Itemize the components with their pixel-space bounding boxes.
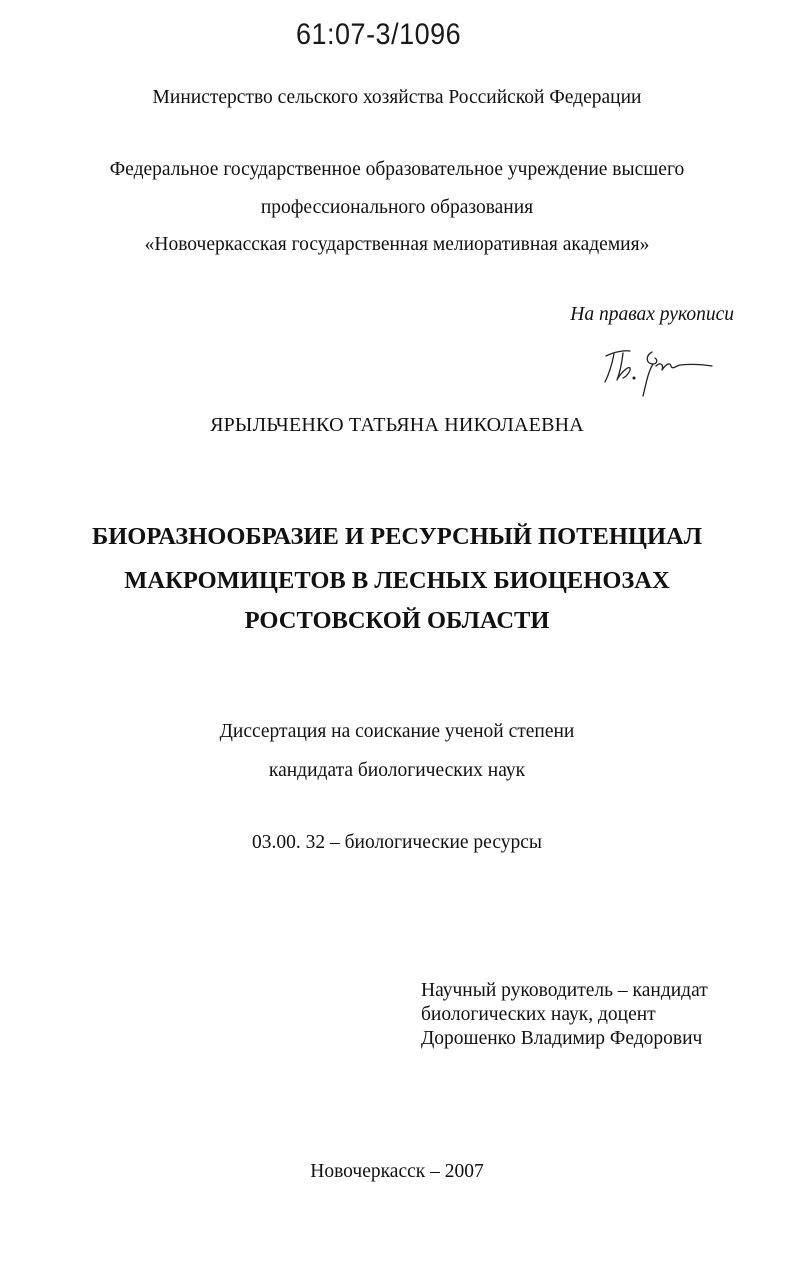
specialty-code: 03.00. 32 – биологические ресурсы: [252, 832, 542, 853]
handwritten-signature: [600, 342, 715, 400]
institution-line-1: Федеральное государственное образовательное учреждение высшего: [109, 159, 685, 180]
supervisor-line-2: биологических наук, доцент: [421, 1004, 656, 1025]
author-name: ЯРЫЛЬЧЕНКО ТАТЬЯНА НИКОЛАЕВНА: [210, 414, 584, 436]
city-year: Новочеркасск – 2007: [310, 1161, 484, 1182]
degree-line-1: Диссертация на соискание ученой степени: [219, 721, 575, 742]
institution-line-2: профессионального образования: [260, 197, 534, 218]
archive-stamp: 61:07-3/1096: [296, 18, 462, 51]
degree-line-2: кандидата биологических наук: [268, 760, 526, 781]
institution-line-3: «Новочеркасская государственная мелиоративная академия»: [144, 234, 650, 255]
ministry-name: Министерство сельского хозяйства Российской Федерации: [152, 87, 642, 108]
dissertation-title-line-3: РОСТОВСКОЙ ОБЛАСТИ: [244, 607, 550, 634]
dissertation-title-line-2: МАКРОМИЦЕТОВ В ЛЕСНЫХ БИОЦЕНОЗАХ: [124, 567, 670, 594]
supervisor-line-3: Дорошенко Владимир Федорович: [421, 1028, 703, 1049]
dissertation-title-line-1: БИОРАЗНООБРАЗИЕ И РЕСУРСНЫЙ ПОТЕНЦИАЛ: [92, 523, 702, 550]
manuscript-note: На правах рукописи: [570, 304, 734, 325]
supervisor-line-1: Научный руководитель – кандидат: [421, 980, 708, 1001]
